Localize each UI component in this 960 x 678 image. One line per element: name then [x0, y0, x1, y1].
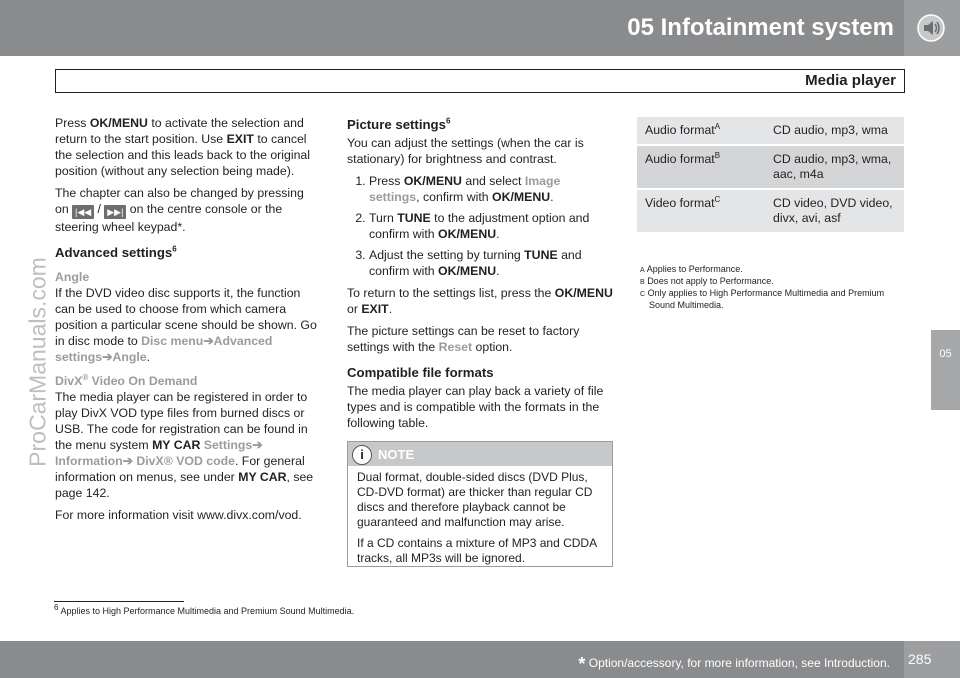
note-body: Dual format, double-sided discs (DVD Plus, CD-DVD format) are thicker than regular CD discs and therefore playback cannot be guaranteed and malfunction may arise. If a CD contains a mixture of MP3 and CDDA tracks, all MP3s will be ignored. — [357, 470, 597, 565]
table-row: Audio format$^A$ CD audio, mp3, wma — [637, 117, 904, 144]
section-bar — [55, 69, 905, 93]
chapter-tab: 05 — [931, 330, 960, 410]
chapter-title: 05 Infotainment system — [627, 14, 894, 41]
table-footnote: B Does not apply to Performance. — [640, 276, 774, 286]
advanced-settings-heading: Advanced settings$^6$ — [55, 244, 177, 260]
step-1: 1. Press OK/MENU and select Image settings, confirm with OK/MENU. — [369, 173, 613, 205]
reset-paragraph: The picture settings can be reset to factory settings with the Reset option. — [347, 324, 580, 354]
footnote-rule — [54, 601, 184, 602]
info-icon: i — [352, 445, 372, 465]
table-footnotes — [640, 264, 908, 310]
note-header — [348, 442, 612, 466]
table-footnote: C Only applies to High Performance Multimedia and Premium Sound Multimedia. — [640, 288, 885, 310]
prev-chapter-key-icon: |◀◀ — [72, 205, 94, 219]
divx-heading: DivX® Video On Demand — [55, 372, 198, 388]
column-1 — [55, 115, 320, 529]
section-title: Media player — [805, 72, 896, 89]
picture-intro: You can adjust the settings (when the car is stationary) for brightness and contrast. — [347, 136, 584, 166]
table-row: Video format$^C$ CD video, DVD video, divx, avi, asf — [637, 190, 904, 232]
table-footnote: A Applies to Performance. — [640, 264, 743, 274]
next-chapter-key-icon: ▶▶| — [104, 205, 126, 219]
picture-steps — [347, 173, 613, 279]
page-footnote: $^6$ Applies to High Performance Multimedia and Premium Sound Multimedia. — [54, 603, 355, 616]
compatible-formats-paragraph: The media player can play back a variety of file types and is compatible with the formats in the following table. — [347, 384, 604, 430]
speaker-icon — [916, 14, 946, 42]
table-row: Audio format$^B$ CD audio, mp3, wma, aac, m4a — [637, 146, 904, 188]
column-2 — [347, 107, 613, 437]
note-box — [347, 441, 613, 567]
angle-heading: Angle — [55, 270, 90, 284]
paragraph-chapter: The chapter can also be changed by pressing on |◀◀ / ▶▶| on the centre console or the steering wheel keypad*. — [55, 186, 304, 234]
compatible-formats-heading: Compatible file formats — [347, 365, 494, 380]
paragraph-ok-menu: Press OK/MENU to activate the selection and return to the start position. Use EXIT to cancel the selection and this leads back to the original position (without any selection being made). — [55, 116, 310, 178]
page-number: 285 — [908, 651, 932, 667]
divx-paragraph: The media player can be registered in order to play DivX VOD type files from burned discs or USB. The code for registration can be found in the menu system MY CAR Settings➔ Information➔ DivX® VOD code. For general information on menus, see under MY CAR, see page 142. — [55, 390, 314, 500]
more-info-paragraph: For more information visit www.divx.com/vod. — [55, 508, 302, 522]
watermark: ProCarManuals.com — [24, 257, 51, 467]
note-label: NOTE — [378, 447, 415, 462]
step-2: 2. Turn TUNE to the adjustment option and confirm with OK/MENU. — [369, 210, 613, 242]
footer-note: * Option/accessory, for more information, see Introduction. — [578, 654, 890, 674]
formats-table — [637, 115, 904, 234]
step-3: 3. Adjust the setting by turning TUNE and confirm with OK/MENU. — [369, 247, 613, 279]
angle-paragraph: If the DVD video disc supports it, the function can be used to choose from which camera position a particular scene should be shown. Go in disc mode to Disc menu➔Advanced settings➔Angle. — [55, 286, 317, 364]
picture-settings-heading: Picture settings$^6$ — [347, 116, 451, 132]
return-paragraph: To return to the settings list, press the OK/MENU or EXIT. — [347, 286, 613, 316]
